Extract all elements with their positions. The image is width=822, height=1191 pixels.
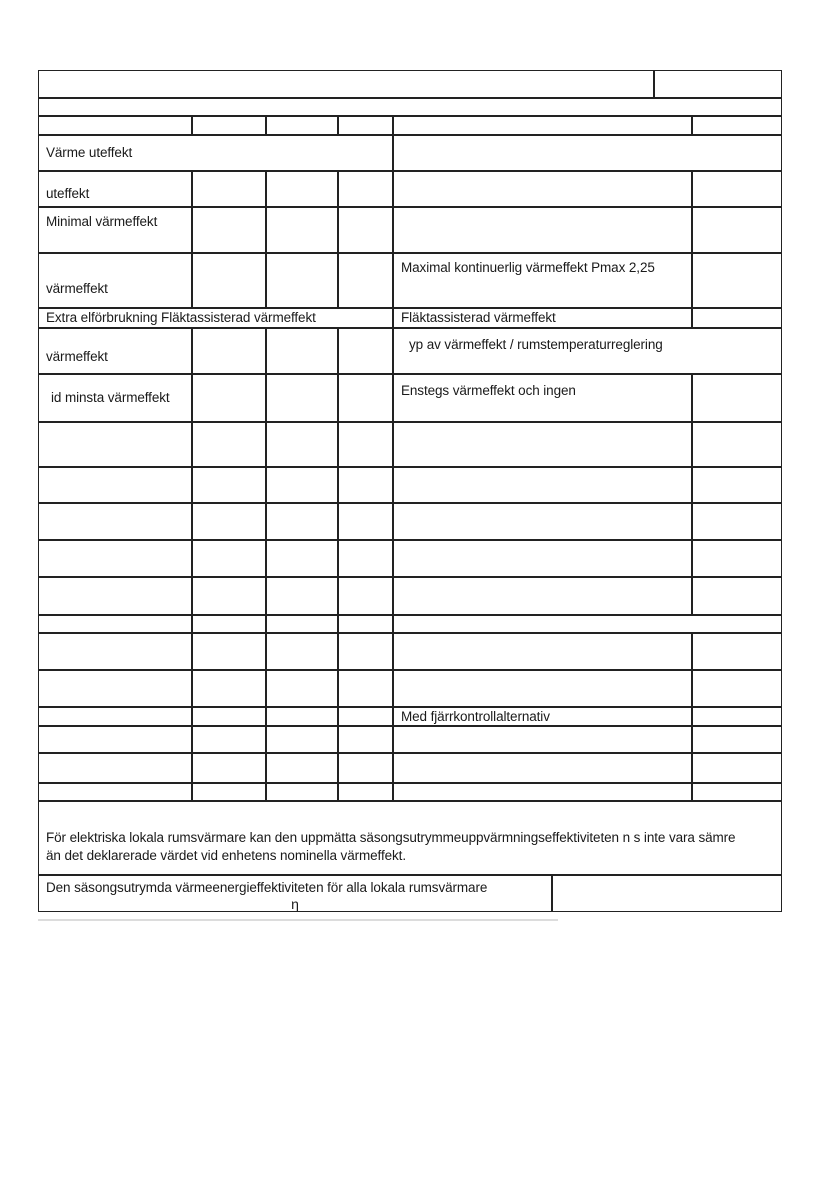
table-cell <box>38 707 192 726</box>
table-cell <box>338 753 393 783</box>
table-cell <box>38 633 192 670</box>
table-cell <box>192 670 266 707</box>
table-cell <box>192 540 266 577</box>
table-cell <box>192 707 266 726</box>
table-row <box>38 98 782 116</box>
table-cell <box>393 753 692 783</box>
table-cell <box>266 374 338 422</box>
table-cell <box>393 577 692 615</box>
table-cell <box>38 467 192 503</box>
table-cell <box>38 422 192 467</box>
table-cell <box>692 783 782 801</box>
table-cell <box>393 540 692 577</box>
table-cell-fan-assisted <box>393 308 692 328</box>
table-cell <box>192 633 266 670</box>
table-cell <box>692 540 782 577</box>
table-cell <box>192 467 266 503</box>
table-cell <box>338 171 393 207</box>
table-cell <box>393 467 692 503</box>
table-cell <box>338 577 393 615</box>
table-row <box>38 422 782 467</box>
max-continuous-label: Maximal kontinuerlig värmeffekt Pmax 2,25 <box>401 260 655 275</box>
table-cell <box>38 753 192 783</box>
table-cell <box>692 422 782 467</box>
table-cell <box>192 116 266 135</box>
table-cell <box>338 633 393 670</box>
table-cell-output <box>38 171 192 207</box>
table-row <box>38 70 782 98</box>
table-row <box>38 726 782 753</box>
table-cell <box>338 253 393 308</box>
table-row <box>38 374 782 422</box>
heat-type-label: yp av värmeffekt / rumstemperaturreglering <box>409 337 663 352</box>
table-cell <box>192 726 266 753</box>
remote-control-label: Med fjärrkontrollalternativ <box>401 708 550 724</box>
minimal-heat-label: Minimal värmeffekt <box>46 214 158 229</box>
table-cell <box>338 670 393 707</box>
table-cell <box>692 467 782 503</box>
table-cell <box>338 467 393 503</box>
table-cell <box>393 207 692 253</box>
table-cell <box>266 422 338 467</box>
table-row <box>38 633 782 670</box>
table-row <box>38 801 782 875</box>
table-cell-minimal-heat <box>38 207 192 253</box>
table-cell-heat-1 <box>38 253 192 308</box>
table-cell-single-stage <box>393 374 692 422</box>
table-cell <box>38 70 654 98</box>
table-cell <box>266 633 338 670</box>
table-cell <box>654 70 782 98</box>
table-cell <box>692 207 782 253</box>
seasonal-efficiency-value-cell <box>552 875 782 912</box>
table-cell <box>266 753 338 783</box>
table-cell <box>692 726 782 753</box>
table-cell <box>338 207 393 253</box>
table-cell-heat-2 <box>38 328 192 374</box>
table-cell-extra-electric <box>38 308 393 328</box>
table-cell <box>393 116 692 135</box>
table-row <box>38 875 782 912</box>
table-cell <box>393 503 692 540</box>
table-row <box>38 207 782 253</box>
table-row <box>38 328 782 374</box>
table-cell <box>393 633 692 670</box>
table-cell <box>192 253 266 308</box>
extra-electric-label: Extra elförbrukning Fläktassisterad värmeffekt <box>46 310 316 325</box>
table-row <box>38 670 782 707</box>
table-cell <box>692 633 782 670</box>
table-cell <box>38 726 192 753</box>
table-cell <box>266 707 338 726</box>
table-cell-heat-type <box>393 328 782 374</box>
fan-assisted-label: Fläktassisterad värmeffekt <box>401 310 556 325</box>
table-cell <box>692 116 782 135</box>
table-cell <box>393 422 692 467</box>
table-cell <box>38 577 192 615</box>
table-cell-max-continuous <box>393 253 692 308</box>
table-cell-heat-output <box>38 135 393 171</box>
table-cell <box>338 540 393 577</box>
table-row <box>38 503 782 540</box>
table-cell <box>692 253 782 308</box>
table-cell <box>38 540 192 577</box>
table-cell <box>192 422 266 467</box>
table-cell <box>393 135 782 171</box>
table-row <box>38 540 782 577</box>
table-cell-at-min-heat <box>38 374 192 422</box>
table-cell <box>266 328 338 374</box>
table-row <box>38 116 782 135</box>
table-cell <box>266 467 338 503</box>
table-cell <box>192 783 266 801</box>
table-row <box>38 577 782 615</box>
table-cell <box>692 374 782 422</box>
seasonal-efficiency-label: Den säsongsutrymda värmeenergieffektiviteten för alla lokala rumsvärmare <box>46 880 488 895</box>
table-cell <box>338 116 393 135</box>
table-cell <box>266 726 338 753</box>
table-cell <box>692 577 782 615</box>
table-row <box>38 308 782 328</box>
table-cell <box>692 308 782 328</box>
table-cell <box>192 374 266 422</box>
table-cell <box>338 726 393 753</box>
table-cell <box>393 171 692 207</box>
output-label: uteffekt <box>46 186 90 201</box>
table-cell <box>393 783 692 801</box>
table-cell <box>266 503 338 540</box>
table-cell <box>692 753 782 783</box>
table-cell <box>192 328 266 374</box>
table-cell <box>38 116 192 135</box>
eta-symbol: η <box>291 896 299 912</box>
heat-label: värmeffekt <box>46 281 108 296</box>
table-row <box>38 753 782 783</box>
table-cell <box>266 783 338 801</box>
table-cell <box>692 171 782 207</box>
table-row <box>38 171 782 207</box>
table-cell <box>38 670 192 707</box>
footnote-cell <box>38 801 782 875</box>
table-cell <box>192 615 266 633</box>
table-cell <box>338 374 393 422</box>
table-cell <box>192 207 266 253</box>
heat-output-label: Värme uteffekt <box>46 145 133 160</box>
table-row <box>38 783 782 801</box>
table-cell <box>266 116 338 135</box>
table-cell <box>338 615 393 633</box>
table-cell <box>338 503 393 540</box>
table-cell <box>393 670 692 707</box>
table-cell <box>266 577 338 615</box>
table-cell <box>692 670 782 707</box>
seasonal-efficiency-cell <box>38 875 552 912</box>
table-row <box>38 135 782 171</box>
scan-artifact-line <box>38 919 558 921</box>
table-cell <box>338 422 393 467</box>
table-cell <box>266 670 338 707</box>
table-cell <box>266 615 338 633</box>
table-cell <box>38 615 192 633</box>
table-cell <box>38 98 782 116</box>
table-cell <box>393 615 782 633</box>
table-cell <box>192 503 266 540</box>
table-cell <box>192 577 266 615</box>
table-cell-remote-control <box>393 707 692 726</box>
table-row <box>38 707 782 726</box>
table-row <box>38 467 782 503</box>
datasheet-table <box>38 70 782 912</box>
table-cell <box>266 253 338 308</box>
table-cell <box>38 503 192 540</box>
footnote-line-2: än det deklarerade värdet vid enhetens nominella värmeffekt. <box>46 848 406 863</box>
table-cell <box>393 726 692 753</box>
footnote-line-1: För elektriska lokala rumsvärmare kan den uppmätta säsongsutrymmeuppvärmningseffektiviteten n s inte vara sämre <box>46 830 736 845</box>
at-min-heat-label: id minsta värmeffekt <box>51 390 170 405</box>
table-cell <box>192 753 266 783</box>
heat-label: värmeffekt <box>46 349 108 364</box>
table-cell <box>266 207 338 253</box>
table-cell <box>338 707 393 726</box>
table-row <box>38 615 782 633</box>
table-cell <box>692 707 782 726</box>
table-cell <box>38 783 192 801</box>
single-stage-label: Enstegs värmeffekt och ingen <box>401 383 576 398</box>
table-cell <box>266 540 338 577</box>
table-cell <box>266 171 338 207</box>
table-row <box>38 253 782 308</box>
table-cell <box>338 328 393 374</box>
table-cell <box>338 783 393 801</box>
table-cell <box>192 171 266 207</box>
table-cell <box>692 503 782 540</box>
